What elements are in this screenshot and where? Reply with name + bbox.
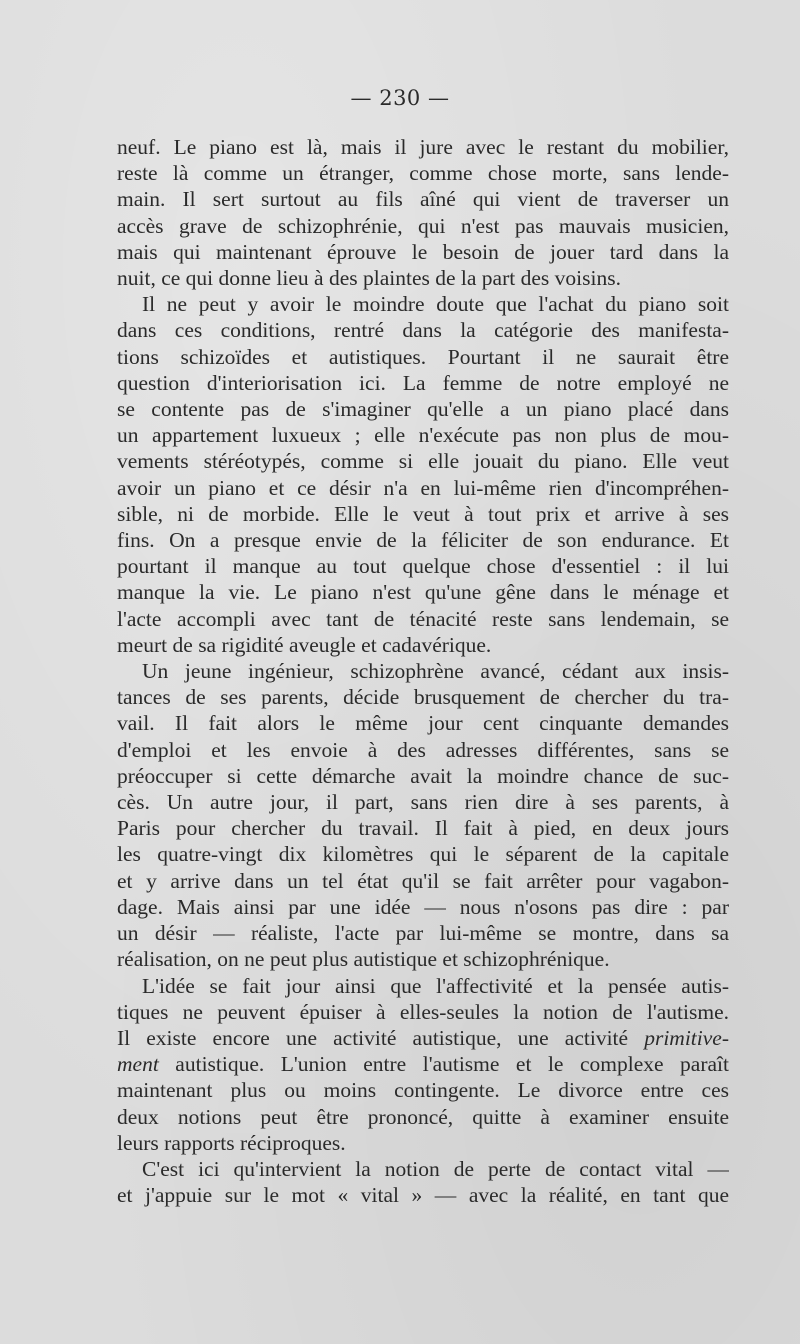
page-number: — 230 —	[350, 86, 450, 110]
text-line: neuf. Le piano est là, mais il jure avec le restant du mobilier,	[117, 135, 729, 159]
text-line: question d'interiorisation ici. La femme de notre employé ne	[117, 370, 729, 395]
text-line: ment autistique. L'union entre l'autisme et le complexe paraît	[117, 1052, 729, 1077]
text-line: reste là comme un étranger, comme chose morte, sans lende-	[117, 161, 729, 186]
text-line: se contente pas de s'imaginer qu'elle a un piano placé dans	[117, 397, 729, 422]
text-line: pourtant il manque au tout quelque chose d'essentiel : il lui	[117, 554, 729, 579]
text-line: réalisation, on ne peut plus autistique et schizophrénique.	[117, 947, 610, 972]
text-line: mais qui maintenant éprouve le besoin de jouer tard dans la	[117, 239, 729, 264]
text-line: tiques ne peuvent épuiser à elles-seules la notion de l'autisme.	[117, 999, 729, 1024]
text-line: accès grave de schizophrénie, qui n'est pas mauvais musicien,	[117, 213, 729, 238]
text-line: Un jeune ingénieur, schizophrène avancé, cédant aux insis-	[142, 659, 729, 684]
text-line: nuit, ce qui donne lieu à des plaintes de la part des voisins.	[117, 266, 621, 291]
text-line: et y arrive dans un tel état qu'il se fait arrêter pour vagabon-	[117, 868, 729, 893]
text-line: Il ne peut y avoir le moindre doute que l'achat du piano soit	[142, 292, 729, 317]
text-line: L'idée se fait jour ainsi que l'affectivité et la pensée autis-	[142, 973, 729, 998]
text-line: maintenant plus ou moins contingente. Le divorce entre ces	[117, 1078, 729, 1103]
text-line: cès. Un autre jour, il part, sans rien dire à ses parents, à	[117, 790, 729, 815]
text-line: et j'appuie sur le mot « vital » — avec la réalité, en tant que	[117, 1183, 729, 1208]
text-line: Il existe encore une activité autistique, une activité primitive-	[117, 1025, 729, 1050]
italic-word: ment	[117, 1052, 159, 1077]
text-line: dage. Mais ainsi par une idée — nous n'osons pas dire : par	[117, 894, 729, 919]
text-line: un appartement luxueux ; elle n'exécute pas non plus de mou-	[117, 423, 729, 448]
text-line: d'emploi et les envoie à des adresses différentes, sans se	[117, 737, 729, 762]
text-line: leurs rapports réciproques.	[117, 1130, 346, 1155]
text-line: Paris pour chercher du travail. Il fait à pied, en deux jours	[117, 816, 729, 841]
text-line: meurt de sa rigidité aveugle et cadavérique.	[117, 632, 492, 657]
text-line: avoir un piano et ce désir n'a en lui-même rien d'incompréhen-	[117, 475, 729, 500]
text-line: fins. On a presque envie de la féliciter de son endurance. Et	[117, 528, 729, 553]
body-text	[117, 134, 729, 1208]
text-line: manque la vie. Le piano n'est qu'une gêne dans le ménage et	[117, 580, 729, 605]
text-line: un désir — réaliste, l'acte par lui-même se montre, dans sa	[117, 921, 729, 946]
text-line: deux notions peut être prononcé, quitte à examiner ensuite	[117, 1104, 729, 1129]
text-line: vements stéréotypés, comme si elle jouait du piano. Elle veut	[117, 449, 729, 474]
text-line: main. Il sert surtout au fils aîné qui vient de traverser un	[117, 187, 729, 212]
text-line: dans ces conditions, rentré dans la catégorie des manifesta-	[117, 318, 729, 343]
text-line: l'acte accompli avec tant de ténacité reste sans lendemain, se	[117, 606, 729, 631]
text-line: les quatre-vingt dix kilomètres qui le séparent de la capitale	[117, 842, 729, 867]
text-line: tances de ses parents, décide brusquement de chercher du tra-	[117, 685, 729, 710]
text-line: préoccuper si cette démarche avait la moindre chance de suc-	[117, 763, 729, 788]
text-line: vail. Il fait alors le même jour cent cinquante demandes	[117, 711, 729, 736]
text-line: sible, ni de morbide. Elle le veut à tout prix et arrive à ses	[117, 501, 729, 526]
text-line: tions schizoïdes et autistiques. Pourtant il ne saurait être	[117, 344, 729, 369]
text-line: C'est ici qu'intervient la notion de perte de contact vital —	[142, 1156, 729, 1181]
italic-word: primitive-	[644, 1025, 729, 1050]
